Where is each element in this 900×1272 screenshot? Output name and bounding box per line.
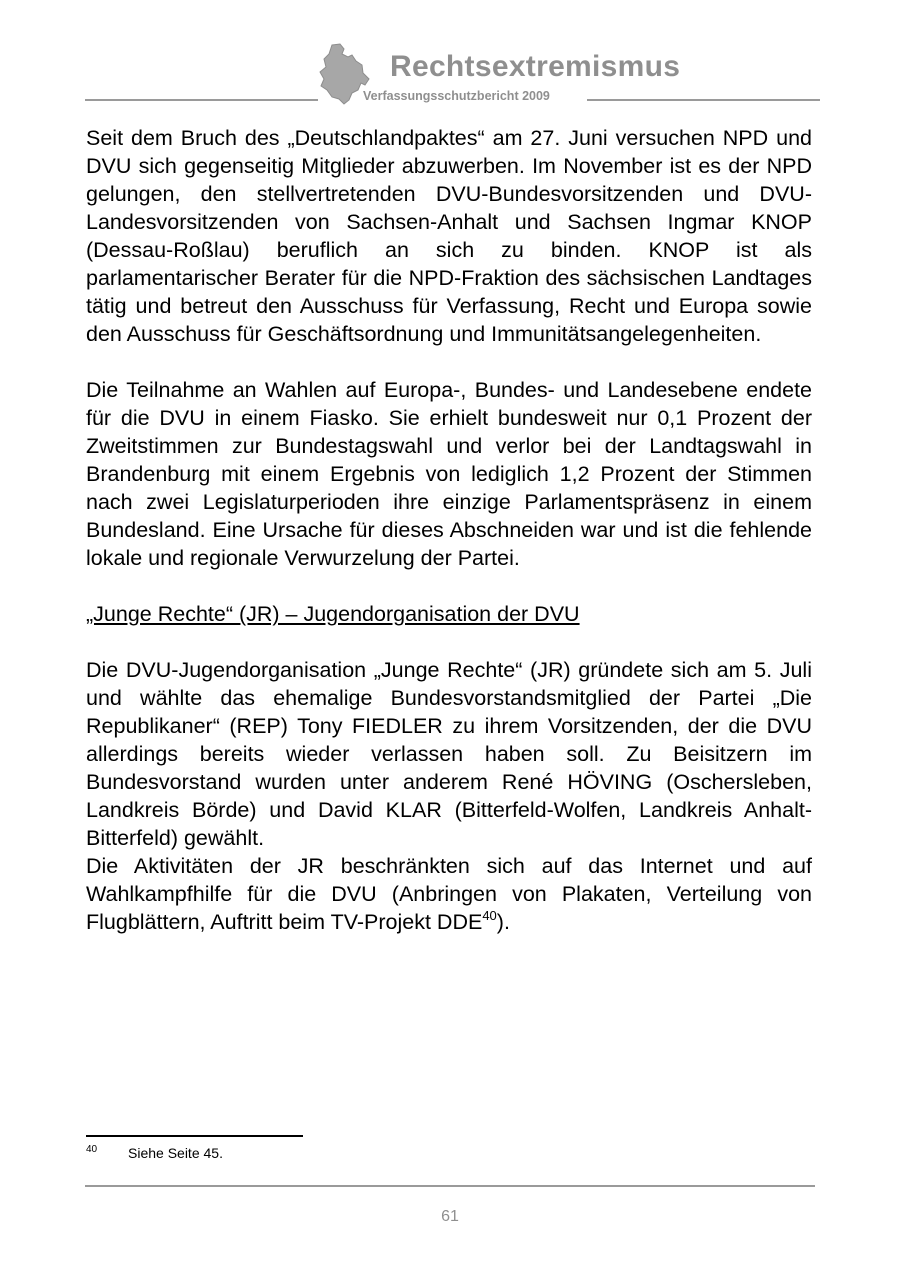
paragraph-spacer <box>86 572 812 600</box>
header-subtitle: Verfassungsschutzbericht 2009 <box>363 89 550 103</box>
page-number: 61 <box>441 1208 459 1225</box>
paragraph-aktivitaeten-end: ). <box>496 910 510 934</box>
footnote-reference[interactable]: 40 <box>482 908 497 923</box>
section-heading-junge-rechte: „Junge Rechte“ (JR) – Jugendorganisation der DVU <box>86 602 580 626</box>
footer-rule <box>85 1185 815 1187</box>
paragraph-wahlen: Die Teilnahme an Wahlen auf Europa-, Bundes- und Landesebene endete für die DVU in einem Fiasko. Sie erhielt bundesweit nur 0,1 Prozent der Zweitstimmen zur Bundestagswahl und verlor bei der Landtagswahl in Brandenburg mit einem Ergebnis von lediglich 1,2 Prozent der Stimmen nach zwei Legislaturperioden ihre einzige Parlamentspräsenz in einem Bundesland. Eine Ursache für dieses Abschneiden war und ist die fehlende lokale und regionale Verwurzelung der Partei. <box>86 378 812 570</box>
main-content <box>86 124 812 936</box>
header-rule-left <box>85 99 318 101</box>
footnote-number: 40 <box>86 1144 98 1155</box>
page-header <box>0 0 900 110</box>
paragraph-jugendorganisation: Die DVU-Jugendorganisation „Junge Rechte“ (JR) gründete sich am 5. Juli und wählte das ehemalige Bundesvorstandsmitglied der Partei „Die Republikaner“ (REP) Tony FIEDLER zu ihrem Vorsitzenden, der die DVU allerdings bereits wieder verlassen haben soll. Zu Beisitzern im Bundesvorstand wurden unter anderem René HÖVING (Oschersleben, Landkreis Börde) und David KLAR (Bitterfeld-Wolfen, Landkreis Anhalt-Bitterfeld) gewählt. <box>86 658 812 850</box>
header-rule-right <box>587 99 820 101</box>
paragraph-spacer <box>86 348 812 376</box>
paragraph-spacer <box>86 628 812 656</box>
paragraph-aktivitaeten <box>86 852 812 936</box>
footnote-separator <box>86 1135 303 1137</box>
footnote-text: Siehe Seite 45. <box>128 1145 223 1161</box>
paragraph-aktivitaeten-text: Die Aktivitäten der JR beschränkten sich auf das Internet und auf Wahlkampfhilfe für die DVU (Anbringen von Plakaten, Verteilung von Flugblättern, Auftritt beim TV-Projekt DDE <box>86 854 812 934</box>
paragraph-deutschlandpakt: Seit dem Bruch des „Deutschlandpaktes“ am 27. Juni versuchen NPD und DVU sich gegenseitig Mitglieder abzuwerben. Im November ist es der NPD gelungen, den stellvertretenden DVU-Bundesvorsitzenden und DVU-Landesvorsitzenden von Sachsen-Anhalt und Sachsen Ingmar KNOP (Dessau-Roßlau) beruflich an sich zu binden. KNOP ist als parlamentarischer Berater für die NPD-Fraktion des sächsischen Landtages tätig und betreut den Ausschuss für Verfassung, Recht und Europa sowie den Ausschuss für Geschäftsordnung und Immunitätsangelegenheiten. <box>86 126 812 346</box>
header-title: Rechtsextremismus <box>390 50 681 83</box>
